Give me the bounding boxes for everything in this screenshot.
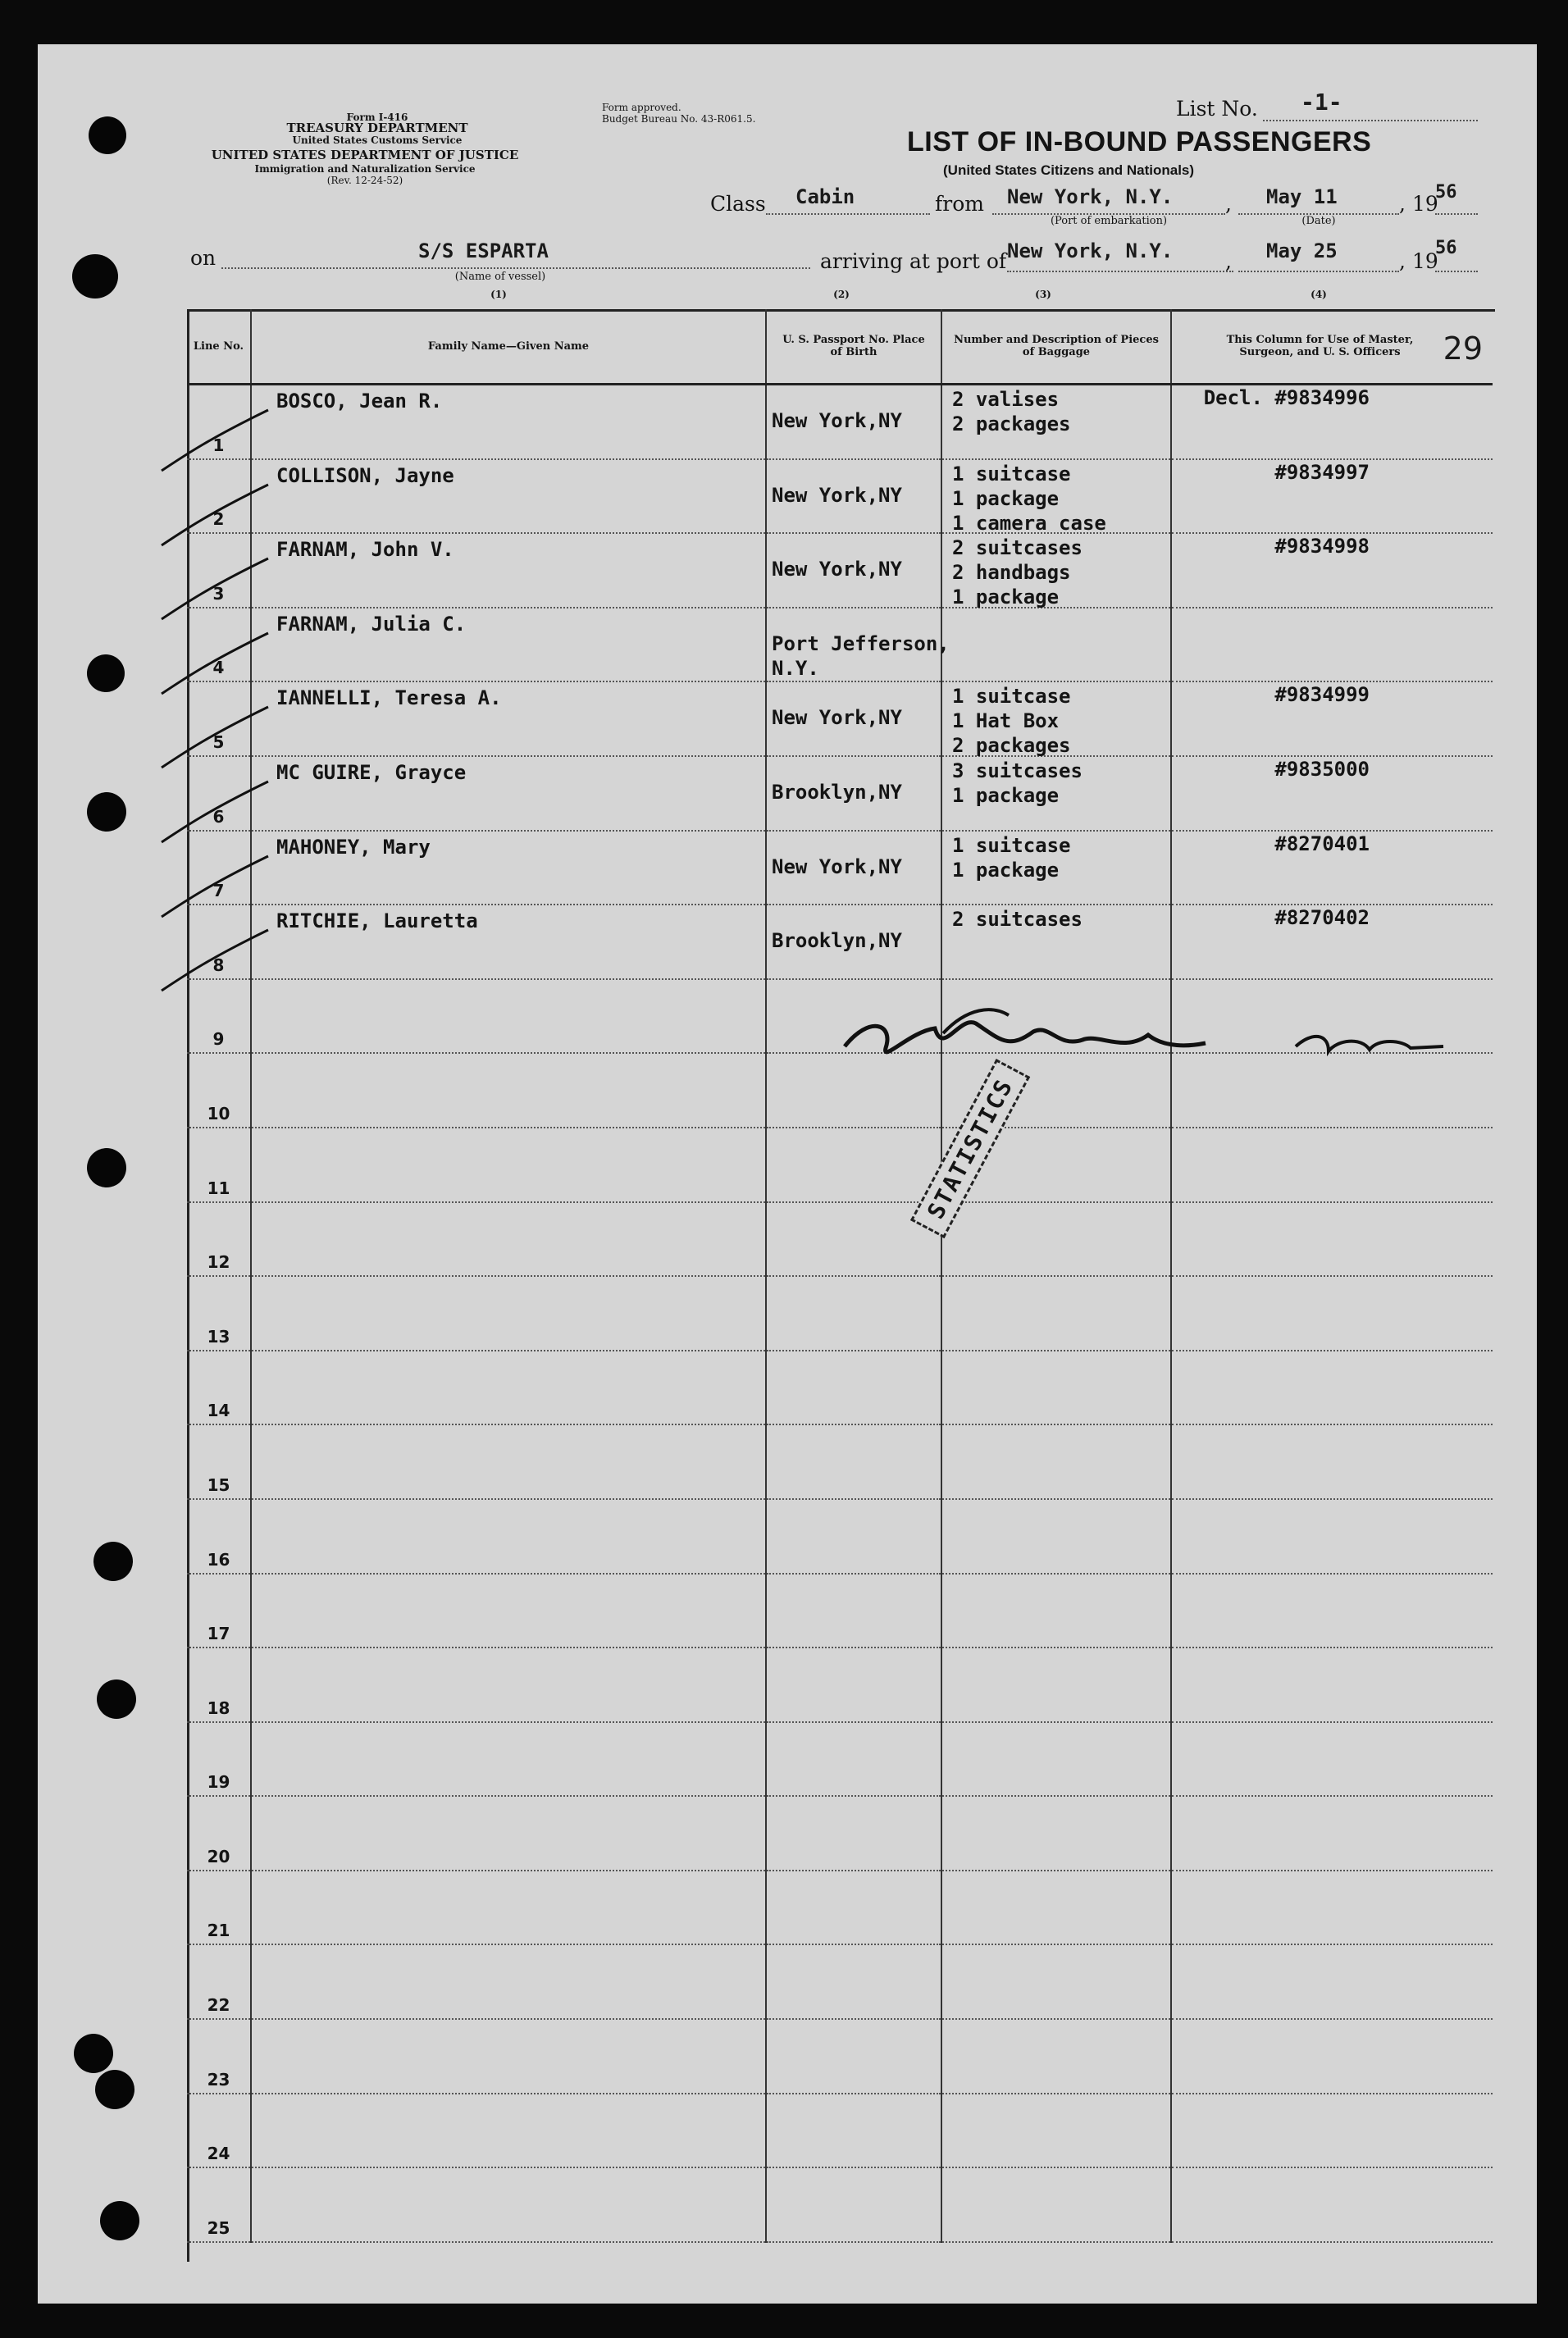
- list-no-label: List No.: [1176, 97, 1258, 121]
- line-number: 5: [212, 731, 225, 752]
- passenger-name-cell: [251, 2019, 766, 2094]
- port-of-embarkation: New York, N.Y.: [1007, 185, 1174, 208]
- passenger-name: RITCHIE, Lauretta: [276, 909, 478, 933]
- baggage-description: 1 suitcase 1 package 1 camera case: [952, 462, 1106, 535]
- form-number: Form I-416: [346, 112, 408, 123]
- baggage-cell: [941, 1648, 1171, 1722]
- officer-use-cell: [1171, 385, 1493, 459]
- baggage-cell: [941, 756, 1171, 831]
- table-row: [187, 385, 1493, 459]
- from-label: from: [935, 192, 984, 216]
- line-number: 23: [207, 2069, 230, 2090]
- binder-hole: [100, 2201, 139, 2240]
- birthplace-cell: [766, 459, 941, 534]
- port-of-arrival: New York, N.Y.: [1007, 239, 1174, 262]
- table-row: [187, 1574, 1493, 1648]
- line-number: 21: [207, 1921, 230, 1941]
- header-officers: This Column for Use of Master, Surgeon, and U. S. Officers 29: [1171, 309, 1493, 385]
- passenger-name-cell: [251, 1424, 766, 1499]
- year-prefix: 19: [1412, 192, 1438, 216]
- line-number: 10: [207, 1103, 230, 1123]
- line-number: 6: [212, 806, 225, 827]
- table-row: [187, 1499, 1493, 1574]
- baggage-cell: [941, 2019, 1171, 2094]
- table-row: [187, 2167, 1493, 2242]
- line-number: 13: [207, 1326, 230, 1347]
- birthplace-cell: [766, 1574, 941, 1648]
- birthplace-cell: [766, 1351, 941, 1425]
- birthplace-cell: [766, 1871, 941, 1945]
- passenger-name-cell: [251, 756, 766, 831]
- table-row: [187, 1796, 1493, 1871]
- class-label: Class: [710, 192, 766, 216]
- passenger-name-cell: [251, 1499, 766, 1574]
- statistics-stamp: STATISTICS: [910, 1059, 1030, 1238]
- baggage-description: 2 suitcases 2 handbags 1 package: [952, 536, 1083, 609]
- line-number-cell: [187, 1722, 251, 1797]
- table-row: [187, 1944, 1493, 2019]
- line-number: 1: [212, 435, 225, 455]
- birthplace-cell: [766, 1944, 941, 2019]
- form-approved: Form approved.: [602, 102, 681, 113]
- table-row: [187, 1871, 1493, 1945]
- birthplace-cell: [766, 1499, 941, 1574]
- budget-bureau: Budget Bureau No. 43-R061.5.: [602, 113, 756, 125]
- place-of-birth: Brooklyn,NY: [772, 929, 902, 953]
- officer-use-cell: [1171, 1276, 1493, 1351]
- line-number: 7: [212, 881, 225, 901]
- form-revision: (Rev. 12-24-52): [326, 175, 403, 186]
- table-row: [187, 459, 1493, 534]
- officer-use-cell: [1171, 1128, 1493, 1202]
- place-of-birth: New York,NY: [772, 558, 902, 581]
- table-row: [187, 681, 1493, 756]
- column-number-3: (3): [1035, 289, 1051, 300]
- passenger-name-cell: [251, 831, 766, 905]
- line-number-cell: [187, 2167, 251, 2242]
- birthplace-cell: [766, 756, 941, 831]
- officer-use-cell: [1171, 1424, 1493, 1499]
- table-row: [187, 1424, 1493, 1499]
- line-number-cell: [187, 1351, 251, 1425]
- justice-dept: UNITED STATES DEPARTMENT OF JUSTICE: [211, 148, 519, 162]
- port-embark-caption: (Port of embarkation): [1050, 215, 1168, 227]
- line-number: 2: [212, 509, 225, 530]
- vessel-caption: (Name of vessel): [454, 271, 546, 283]
- class-value: Cabin: [795, 185, 855, 208]
- passenger-name: IANNELLI, Teresa A.: [276, 686, 502, 710]
- arriving-label: arriving at port of: [820, 249, 1007, 273]
- table-row: [187, 831, 1493, 905]
- passenger-name-cell: [251, 1722, 766, 1797]
- baggage-description: 2 valises 2 packages: [952, 388, 1071, 435]
- birthplace-cell: [766, 1128, 941, 1202]
- place-of-birth: New York,NY: [772, 855, 902, 878]
- baggage-cell: [941, 1276, 1171, 1351]
- passenger-name-cell: [251, 979, 766, 1054]
- line-number: 16: [207, 1549, 230, 1570]
- officer-use-cell: [1171, 459, 1493, 534]
- embark-year: 56: [1435, 182, 1457, 203]
- form-title: LIST OF IN-BOUND PASSENGERS: [907, 126, 1372, 157]
- baggage-description: 2 suitcases: [952, 908, 1083, 932]
- officer-use-cell: [1171, 756, 1493, 831]
- officer-use-cell: [1171, 533, 1493, 608]
- officer-use-cell: [1171, 608, 1493, 682]
- baggage-cell: [941, 1499, 1171, 1574]
- treasury-dept: TREASURY DEPARTMENT: [286, 121, 468, 135]
- birthplace-cell: [766, 385, 941, 459]
- passenger-name: MC GUIRE, Grayce: [276, 760, 467, 784]
- passenger-name-cell: [251, 1574, 766, 1648]
- passenger-name: BOSCO, Jean R.: [276, 390, 443, 412]
- passenger-name: COLLISON, Jayne: [276, 463, 454, 487]
- passenger-name-cell: [251, 1648, 766, 1722]
- binder-hole: [87, 1148, 126, 1187]
- line-number-cell: [187, 979, 251, 1054]
- birthplace-cell: [766, 905, 941, 979]
- passenger-name-cell: [251, 533, 766, 608]
- line-number: 14: [207, 1401, 230, 1421]
- declaration-number: #9834999: [1274, 683, 1370, 707]
- table-row: [187, 905, 1493, 979]
- baggage-cell: [941, 1722, 1171, 1797]
- line-number-cell: [187, 1574, 251, 1648]
- place-of-birth: Brooklyn,NY: [772, 780, 902, 804]
- birthplace-cell: [766, 1424, 941, 1499]
- declaration-number: #9834998: [1274, 535, 1370, 558]
- binder-hole: [89, 116, 126, 154]
- officer-use-cell: [1171, 681, 1493, 756]
- passenger-name-cell: [251, 1944, 766, 2019]
- declaration-number: #8270401: [1274, 832, 1370, 855]
- table-row: [187, 1722, 1493, 1797]
- baggage-cell: [941, 1944, 1171, 2019]
- passenger-name-cell: [251, 608, 766, 682]
- ins-service: Immigration and Naturalization Service: [254, 163, 476, 175]
- officer-use-cell: [1171, 1722, 1493, 1797]
- table-row: [187, 2094, 1493, 2168]
- line-number: 4: [212, 658, 225, 678]
- inspector-signature: [836, 999, 1493, 1073]
- declaration-number: #8270402: [1274, 906, 1370, 930]
- officer-use-cell: [1171, 1871, 1493, 1945]
- officer-use-cell: [1171, 1351, 1493, 1425]
- baggage-cell: [941, 1574, 1171, 1648]
- arrival-year: 56: [1435, 238, 1457, 258]
- line-number-cell: [187, 1128, 251, 1202]
- baggage-cell: [941, 831, 1171, 905]
- officer-use-cell: [1171, 1574, 1493, 1648]
- declaration-number: #9835000: [1274, 757, 1370, 781]
- column-number-4: (4): [1310, 289, 1327, 300]
- passenger-name-cell: [251, 1128, 766, 1202]
- officer-use-cell: [1171, 1648, 1493, 1722]
- officer-use-cell: [1171, 1499, 1493, 1574]
- baggage-description: 1 suitcase 1 package: [952, 833, 1071, 882]
- birthplace-cell: [766, 1796, 941, 1871]
- place-of-birth: New York,NY: [772, 409, 902, 432]
- line-number: 22: [207, 1995, 230, 2016]
- baggage-cell: [941, 385, 1171, 459]
- table-row: [187, 1648, 1493, 1722]
- officer-use-cell: [1171, 1796, 1493, 1871]
- birthplace-cell: [766, 1276, 941, 1351]
- officer-use-cell: [1171, 2019, 1493, 2094]
- baggage-cell: [941, 1351, 1171, 1425]
- baggage-description: 1 suitcase 1 Hat Box 2 packages: [952, 685, 1071, 758]
- passenger-name-cell: [251, 459, 766, 534]
- passenger-name-cell: [251, 681, 766, 756]
- customs-service: United States Customs Service: [292, 134, 463, 146]
- line-number: 11: [207, 1178, 230, 1198]
- header-passport: U. S. Passport No. Place of Birth: [766, 309, 941, 385]
- birthplace-cell: [766, 1722, 941, 1797]
- baggage-cell: [941, 905, 1171, 979]
- birthplace-cell: [766, 2094, 941, 2168]
- binder-hole: [97, 1679, 136, 1719]
- header-baggage: Number and Description of Pieces of Baggage: [941, 309, 1171, 385]
- table-row: [187, 533, 1493, 608]
- passenger-name-cell: [251, 2094, 766, 2168]
- line-number-cell: [187, 1202, 251, 1277]
- table-row: [187, 608, 1493, 682]
- arrival-date: May 25: [1266, 239, 1338, 262]
- passenger-name-cell: [251, 385, 766, 459]
- binder-hole: [95, 2070, 134, 2109]
- year-prefix-2: 19: [1412, 249, 1438, 273]
- binder-hole: [72, 254, 118, 299]
- passenger-name-cell: [251, 1053, 766, 1128]
- line-number-cell: [187, 1871, 251, 1945]
- on-label: on: [190, 246, 217, 270]
- passenger-name: MAHONEY, Mary: [276, 835, 431, 859]
- passenger-name-cell: [251, 1202, 766, 1277]
- embark-date: May 11: [1266, 185, 1338, 208]
- declaration-number: Decl. #9834996: [1203, 386, 1370, 409]
- birthplace-cell: [766, 2019, 941, 2094]
- line-number-cell: [187, 1276, 251, 1351]
- page-number: 29: [1443, 330, 1483, 367]
- baggage-cell: [941, 2094, 1171, 2168]
- binder-hole: [93, 1542, 133, 1581]
- date-caption: (Date): [1301, 215, 1336, 227]
- line-number-cell: [187, 1499, 251, 1574]
- table-row: [187, 1128, 1493, 1202]
- table-row: [187, 756, 1493, 831]
- place-of-birth: New York,NY: [772, 706, 902, 730]
- line-number: 19: [207, 1772, 230, 1793]
- passenger-name: FARNAM, John V.: [276, 538, 454, 562]
- baggage-cell: [941, 533, 1171, 608]
- passenger-name-cell: [251, 1351, 766, 1425]
- binder-hole: [74, 2034, 113, 2073]
- baggage-description: 3 suitcases 1 package: [952, 759, 1083, 807]
- line-number-cell: [187, 1944, 251, 2019]
- baggage-cell: [941, 2167, 1171, 2242]
- birthplace-cell: [766, 681, 941, 756]
- baggage-cell: [941, 1424, 1171, 1499]
- table-row: [187, 1276, 1493, 1351]
- line-number: 3: [212, 583, 225, 604]
- line-number: 20: [207, 1846, 230, 1866]
- birthplace-cell: [766, 608, 950, 682]
- passenger-name-cell: [251, 2167, 766, 2242]
- baggage-cell: [941, 681, 1171, 756]
- birthplace-cell: [766, 533, 941, 608]
- passenger-name: FARNAM, Julia C.: [276, 612, 467, 636]
- baggage-cell: [941, 608, 1171, 682]
- baggage-cell: [941, 1796, 1171, 1871]
- officer-use-cell: [1171, 2094, 1493, 2168]
- header-name: Family Name—Given Name: [251, 309, 766, 385]
- officer-use-cell: [1171, 905, 1493, 979]
- binder-hole: [87, 792, 126, 832]
- declaration-number: #9834997: [1274, 460, 1370, 484]
- line-number: 24: [207, 2144, 230, 2164]
- line-number: 9: [212, 1029, 225, 1050]
- line-number: 17: [207, 1624, 230, 1644]
- baggage-cell: [941, 1202, 1171, 1277]
- column-number-1: (1): [490, 289, 507, 300]
- line-number-cell: [187, 1648, 251, 1722]
- baggage-cell: [941, 1871, 1171, 1945]
- officer-use-cell: [1171, 1202, 1493, 1277]
- line-number-cell: [187, 1796, 251, 1871]
- baggage-cell: [941, 459, 1171, 534]
- officer-use-cell: [1171, 831, 1493, 905]
- place-of-birth: Port Jefferson, N.Y.: [772, 631, 950, 680]
- list-no-value: -1-: [1301, 89, 1342, 116]
- vessel-name: S/S ESPARTA: [418, 239, 549, 262]
- header-line-no: Line No.: [187, 309, 251, 385]
- passenger-table: [187, 309, 1493, 2243]
- line-number: 8: [212, 955, 225, 975]
- birthplace-cell: [766, 2167, 941, 2242]
- table-row: [187, 2019, 1493, 2094]
- form-subtitle: (United States Citizens and Nationals): [943, 162, 1195, 178]
- column-number-2: (2): [833, 289, 850, 300]
- table-row: [187, 1351, 1493, 1425]
- line-number-cell: [187, 2019, 251, 2094]
- line-number: 18: [207, 1698, 230, 1718]
- place-of-birth: New York,NY: [772, 483, 902, 507]
- passenger-name-cell: [251, 1276, 766, 1351]
- line-number-cell: [187, 1053, 251, 1128]
- table-row: [187, 1202, 1493, 1277]
- passenger-name-cell: [251, 905, 766, 979]
- line-number: 12: [207, 1252, 230, 1273]
- line-number-cell: [187, 2094, 251, 2168]
- officer-use-cell: [1171, 2167, 1493, 2242]
- binder-hole: [87, 654, 125, 692]
- line-number: 15: [207, 1474, 230, 1495]
- birthplace-cell: [766, 831, 941, 905]
- passenger-name-cell: [251, 1796, 766, 1871]
- birthplace-cell: [766, 1648, 941, 1722]
- line-number-cell: [187, 1424, 251, 1499]
- officer-use-cell: [1171, 1944, 1493, 2019]
- passenger-name-cell: [251, 1871, 766, 1945]
- line-number: 25: [207, 2217, 230, 2238]
